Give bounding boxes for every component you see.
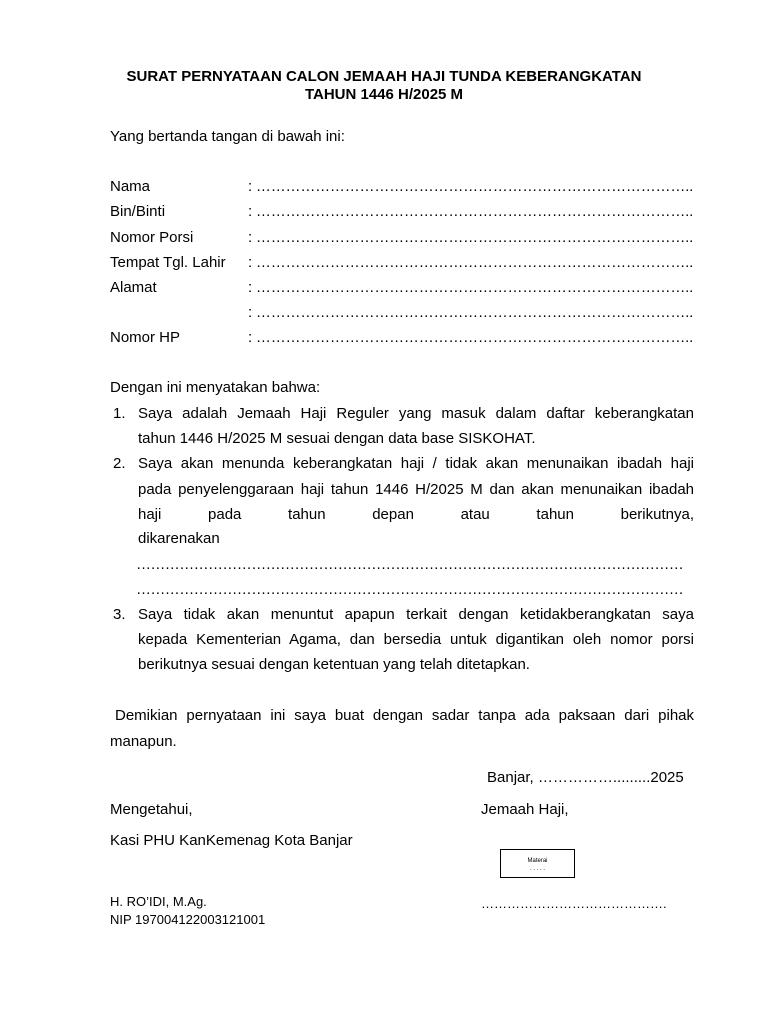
statement-2-reason-line-2: …………………………………………………………………………………………………… xyxy=(136,581,684,598)
official-nip: NIP 197004122003121001 xyxy=(110,912,266,927)
statement-2-line-2: pada penyelenggaraan haji tahun 1446 H/2025 M dan akan menunaikan ibadah xyxy=(138,481,694,498)
statement-2-line-3: haji pada tahun depan atau tahun berikutnya, xyxy=(138,506,694,523)
statement-2-line-4: dikarenakan xyxy=(138,530,220,547)
pilgrim-signature-line: ……………………………………. xyxy=(481,896,667,911)
field-label-nomor-hp: Nomor HP xyxy=(110,329,181,346)
statement-3-line-1: Saya tidak akan menuntut apapun terkait dengan ketidakberangkatan saya xyxy=(138,606,694,623)
field-label-tempat-tgl-lahir: Tempat Tgl. Lahir xyxy=(110,254,226,271)
statement-number-1: 1. xyxy=(113,405,126,422)
statement-intro: Dengan ini menyatakan bahwa: xyxy=(110,379,321,396)
place-date: Banjar, …………….........2025 xyxy=(487,769,684,786)
official-position: Kasi PHU KanKemenag Kota Banjar xyxy=(110,832,353,849)
statement-2-reason-line-1: …………………………………………………………………………………………………… xyxy=(136,556,684,573)
closing-line-1: Demikian pernyataan ini saya buat dengan sadar tanpa ada paksaan dari pihak xyxy=(115,707,694,724)
pilgrim-caption: Jemaah Haji, xyxy=(481,801,569,818)
statement-number-2: 2. xyxy=(113,455,126,472)
field-value-alamat-2: : …………………………………………………………………………….. xyxy=(248,304,694,321)
closing-line-2: manapun. xyxy=(110,733,177,750)
field-value-nama: : …………………………………………………………………………….. xyxy=(248,178,694,195)
field-label-nomor-porsi: Nomor Porsi xyxy=(110,229,194,246)
statement-3-line-2: kepada Kementerian Agama, dan bersedia untuk digantikan oleh nomor porsi xyxy=(138,631,694,648)
materai-sub-label: . . . . . xyxy=(529,866,545,872)
acknowledge-caption: Mengetahui, xyxy=(110,801,193,818)
materai-label: Materai xyxy=(527,858,548,864)
field-value-alamat: : …………………………………………………………………………….. xyxy=(248,279,694,296)
field-value-nomor-porsi: : …………………………………………………………………………….. xyxy=(248,229,694,246)
statement-number-3: 3. xyxy=(113,606,126,623)
document-title-line2: TAHUN 1446 H/2025 M xyxy=(304,86,464,103)
document-title-line1: SURAT PERNYATAAN CALON JEMAAH HAJI TUNDA KEBERANGKATAN xyxy=(126,68,642,85)
statement-1-line-2: tahun 1446 H/2025 M sesuai dengan data base SISKOHAT. xyxy=(138,430,536,447)
statement-1-line-1: Saya adalah Jemaah Haji Reguler yang masuk dalam daftar keberangkatan xyxy=(138,405,694,422)
field-value-tempat-tgl-lahir: : …………………………………………………………………………….. xyxy=(248,254,694,271)
field-label-bin-binti: Bin/Binti xyxy=(110,203,166,220)
field-label-nama: Nama xyxy=(110,178,151,195)
statement-2-line-1: Saya akan menunda keberangkatan haji / tidak akan menunaikan ibadah haji xyxy=(138,455,694,472)
field-label-alamat: Alamat xyxy=(110,279,157,296)
official-name: H. RO’IDI, M.Ag. xyxy=(110,894,207,909)
materai-stamp-box xyxy=(500,849,575,878)
statement-3-line-3: berikutnya sesuai dengan ketentuan yang telah ditetapkan. xyxy=(138,656,530,673)
field-value-bin-binti: : …………………………………………………………………………….. xyxy=(248,203,694,220)
intro-text: Yang bertanda tangan di bawah ini: xyxy=(110,128,345,145)
field-value-nomor-hp: : …………………………………………………………………………….. xyxy=(248,329,694,346)
